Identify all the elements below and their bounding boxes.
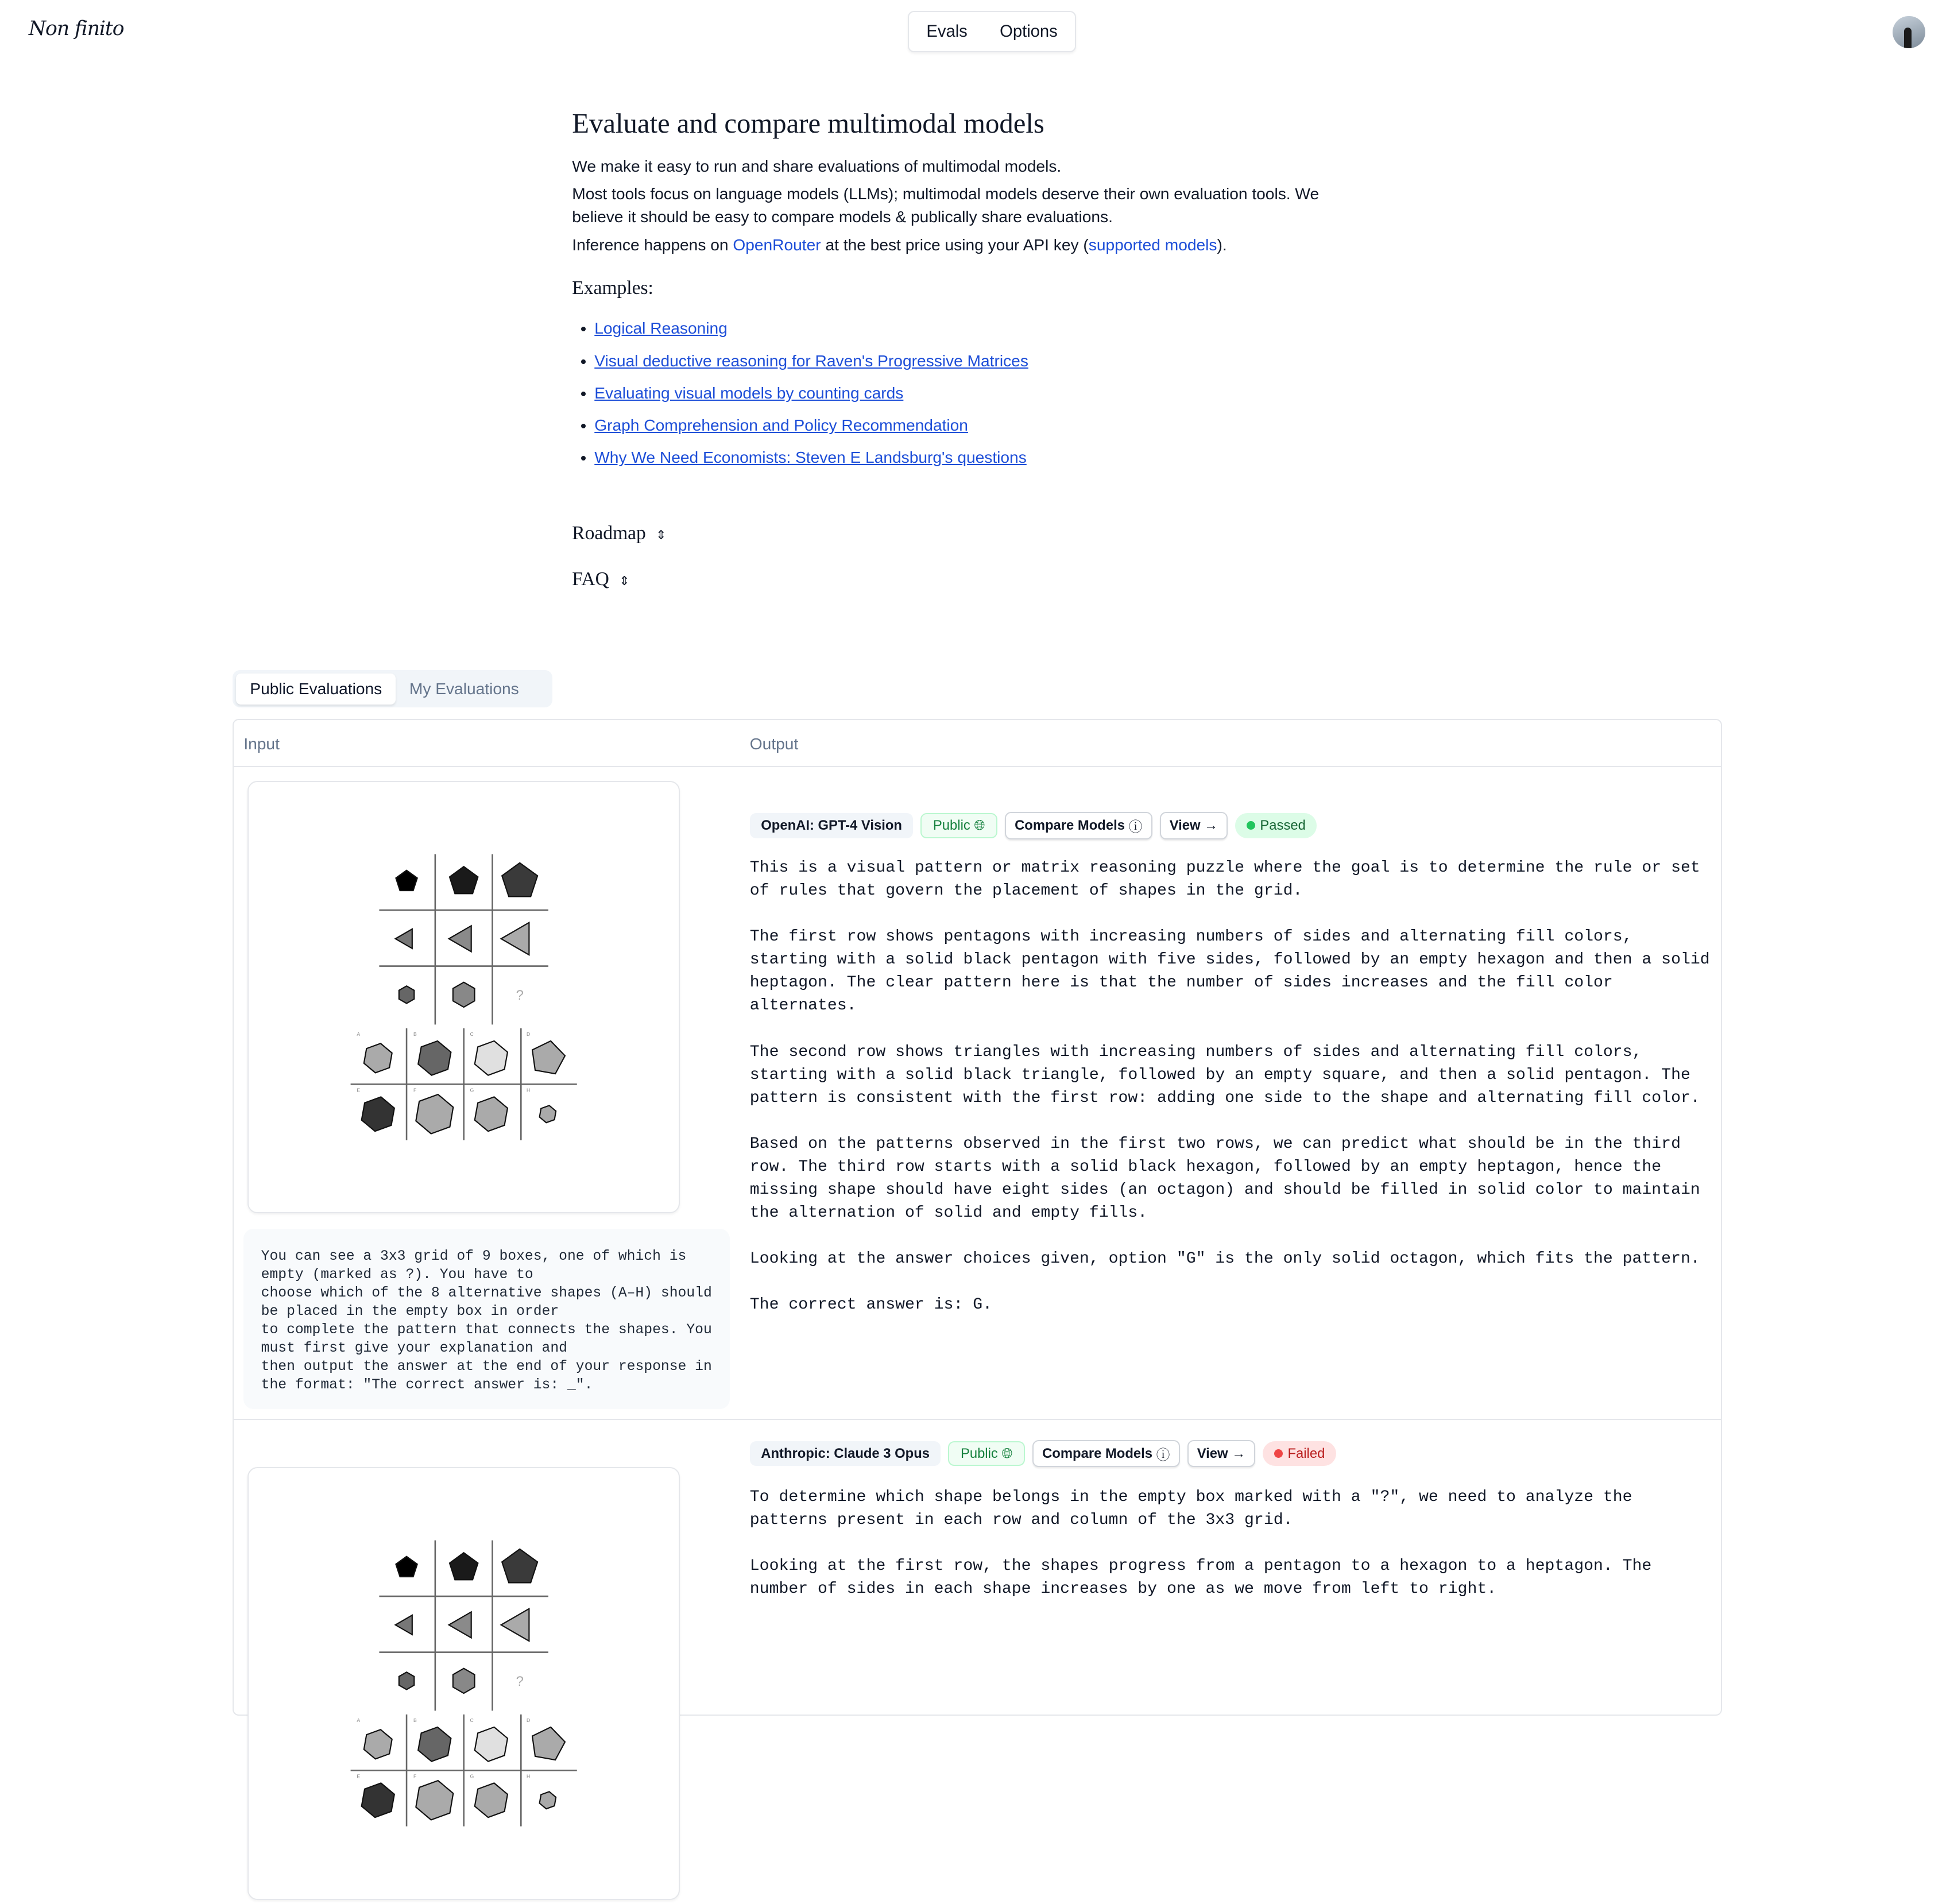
output-paragraph: Looking at the answer choices given, option "G" is the only solid octagon, which fits the pattern. [749,1250,1700,1268]
compare-models-button[interactable] [1005,812,1152,839]
row-divider [234,1419,1721,1420]
roadmap-label: Roadmap [572,522,646,544]
globe-icon: 🌐︎ [1001,1445,1013,1461]
intro-section [572,107,1380,479]
puzzle-label: D [526,1031,531,1037]
puzzle-label: ? [516,1674,524,1690]
supported-models-link[interactable]: supported models [1088,236,1217,254]
evaluations-table [233,719,1722,1779]
public-badge [920,813,997,838]
puzzle-shape [396,870,417,891]
puzzle-shape [453,1669,475,1693]
view-button[interactable] [1160,812,1228,839]
puzzle-shape [450,1553,478,1580]
output-paragraph: The correct answer is: G. [749,1296,992,1314]
puzzle-shape [364,1730,392,1759]
puzzle-shape [416,1781,453,1820]
globe-icon: 🌐︎ [974,817,985,833]
list-item [594,350,1380,373]
puzzle-shape [395,1615,412,1635]
status-badge [1263,1441,1336,1466]
puzzle-shape [475,1783,508,1818]
puzzle-label: G [470,1087,474,1093]
puzzle-label: D [526,1717,531,1724]
result-badges [750,1440,1336,1468]
status-badge [1235,813,1317,838]
puzzle-shape [418,1041,451,1075]
button-label: Compare Models [1042,1445,1152,1461]
output-paragraph: Based on the patterns observed in the first two rows, we can predict what should be in the third row. The third row starts with a solid black hexagon, followed by an empty heptagon, hence the missing shape should have eight sides (an octagon) and should be filled in solid color to maintain the alternation of solid and empty fills. [749,1135,1700,1222]
puzzle-shape [539,1792,556,1809]
puzzle-shape [475,1041,508,1075]
puzzle-shape [399,986,414,1003]
puzzle-shape [416,1094,453,1133]
puzzle-shape [364,1043,392,1073]
logo[interactable]: Non finito [28,17,124,41]
nav-evals[interactable]: Evals [926,22,968,41]
puzzle-shape [361,1783,394,1818]
puzzle-shape [502,1549,537,1583]
example-link[interactable]: Graph Comprehension and Policy Recommendation [594,416,968,435]
compare-models-button[interactable] [1032,1440,1180,1468]
example-link[interactable]: Visual deductive reasoning for Raven's Progressive Matrices [594,351,1028,370]
divider [234,766,1721,767]
info-icon: ⓘ [1156,1447,1170,1463]
puzzle-image [249,782,679,1212]
output-paragraph: This is a visual pattern or matrix reasoning puzzle where the goal is to determine the rule or set of rules that govern the placement of shapes in the grid. [749,859,1700,900]
puzzle-shape [502,863,537,897]
puzzle-shape [539,1105,556,1123]
list-item [594,382,1380,405]
puzzle-shape [475,1097,508,1131]
puzzle-label: A [357,1717,361,1724]
puzzle-label: F [413,1087,417,1093]
puzzle-shape [532,1041,565,1074]
puzzle-shape [395,929,412,949]
puzzle-shape [450,866,478,893]
model-badge: Anthropic: Claude 3 Opus [750,1441,941,1466]
model-output [750,857,1713,1340]
model-output [750,1486,1713,1624]
puzzle-shape [449,1612,471,1638]
example-link[interactable]: Why We Need Economists: Steven E Landsburg's questions [594,448,1027,467]
puzzle-shape [396,1557,417,1577]
output-paragraph: The second row shows triangles with increasing numbers of sides and alternating fill colors, starting with a solid black triangle, followed by an empty square, and then a solid pentagon. The pattern is consistent with the first row: adding one side to the shape and alternating fill color. [749,1043,1700,1107]
roadmap-toggle[interactable] [572,523,666,544]
info-icon: ⓘ [1128,819,1143,835]
text: Inference happens on [572,236,733,254]
puzzle-label: B [413,1717,417,1724]
arrow-right-icon: → [1204,817,1218,833]
puzzle-label: B [413,1031,417,1037]
puzzle-image [249,1468,679,1898]
puzzle-shape [449,926,471,951]
faq-toggle[interactable] [572,568,629,590]
text: ). [1217,236,1227,254]
intro-p3 [572,234,1380,257]
status-label: Passed [1260,817,1306,833]
puzzle-label: C [470,1031,474,1037]
input-image-card[interactable] [247,781,680,1213]
text: at the best price using your API key ( [821,236,1089,254]
puzzle-shape [399,1673,414,1690]
puzzle-shape [453,982,475,1007]
output-paragraph: To determine which shape belongs in the empty box marked with a "?", we need to analyze the patterns present in each row and column of the 3x3 grid. [749,1488,1632,1530]
faq-label: FAQ [572,568,609,590]
input-prompt: You can see a 3x3 grid of 9 boxes, one of which is empty (marked as ?). You have to choose which of the 8 alternative shapes (A–H) should be placed in the empty box in order to complete the pattern that connects the shapes. You must first give your explanation and then output the answer at the end of your response in the format: "The correct answer is: _". [243,1229,730,1409]
puzzle-label: E [357,1087,361,1093]
list-item [594,317,1380,340]
puzzle-shape [475,1727,508,1762]
puzzle-label: F [413,1773,417,1779]
list-item [594,446,1380,469]
examples-list [572,317,1380,469]
column-header-input: Input [243,734,280,753]
output-paragraph: The first row shows pentagons with increasing numbers of sides and alternating fill colors, starting with a solid black pentagon with five sides, followed by an empty hexagon and then a solid heptagon. The clear pattern here is that the number of sides increases and the fill color alternates. [749,928,1710,1015]
button-label: Compare Models [1015,817,1125,833]
input-image-card[interactable] [247,1467,680,1899]
status-label: Failed [1287,1445,1325,1461]
button-label: View [1197,1445,1228,1461]
puzzle-label: H [526,1773,531,1779]
output-paragraph: Looking at the first row, the shapes progress from a pentagon to a hexagon to a heptagon. The number of sides in each shape increases by one as we move from left to right. [749,1557,1652,1599]
puzzle-label: ? [516,987,524,1003]
evaluation-tabs [233,670,552,707]
chevron-up-down-icon: ⇕ [656,528,667,543]
puzzle-label: C [470,1717,474,1724]
examples-heading: Examples: [572,277,653,299]
example-link[interactable]: Logical Reasoning [594,319,728,338]
tab-public-evaluations[interactable]: Public Evaluations [236,674,396,705]
chevron-up-down-icon: ⇕ [619,574,630,589]
view-button[interactable] [1187,1440,1256,1468]
puzzle-shape [501,1609,529,1641]
example-link[interactable]: Evaluating visual models by counting cards [594,384,904,402]
puzzle-label: G [470,1773,474,1779]
puzzle-shape [418,1727,451,1762]
list-item [594,414,1380,437]
page-title: Evaluate and compare multimodal models [572,107,1044,139]
result-badges [750,812,1317,839]
nav-options[interactable]: Options [1000,22,1058,41]
button-label: View [1169,817,1201,833]
status-dot-icon [1274,1449,1283,1458]
puzzle-label: E [357,1773,361,1779]
openrouter-link[interactable]: OpenRouter [733,236,821,254]
model-badge: OpenAI: GPT-4 Vision [750,813,914,838]
column-header-output: Output [749,734,799,753]
visibility-label: Public [933,817,970,833]
intro-p1: We make it easy to run and share evaluations of multimodal models. [572,157,1062,175]
puzzle-label: A [357,1031,361,1037]
puzzle-shape [501,923,529,955]
puzzle-label: H [526,1087,531,1093]
visibility-label: Public [960,1445,998,1461]
tab-my-evaluations[interactable]: My Evaluations [409,679,519,698]
puzzle-shape [532,1727,565,1760]
intro-p2: Most tools focus on language models (LLMs); multimodal models deserve their own evaluation tools. We believe it should be easy to compare models & publically share evaluations. [572,185,1320,226]
status-dot-icon [1247,821,1255,830]
puzzle-shape [361,1097,394,1131]
top-nav [908,11,1076,52]
avatar[interactable] [1893,16,1925,48]
arrow-right-icon: → [1232,1445,1246,1461]
public-badge [948,1441,1025,1466]
